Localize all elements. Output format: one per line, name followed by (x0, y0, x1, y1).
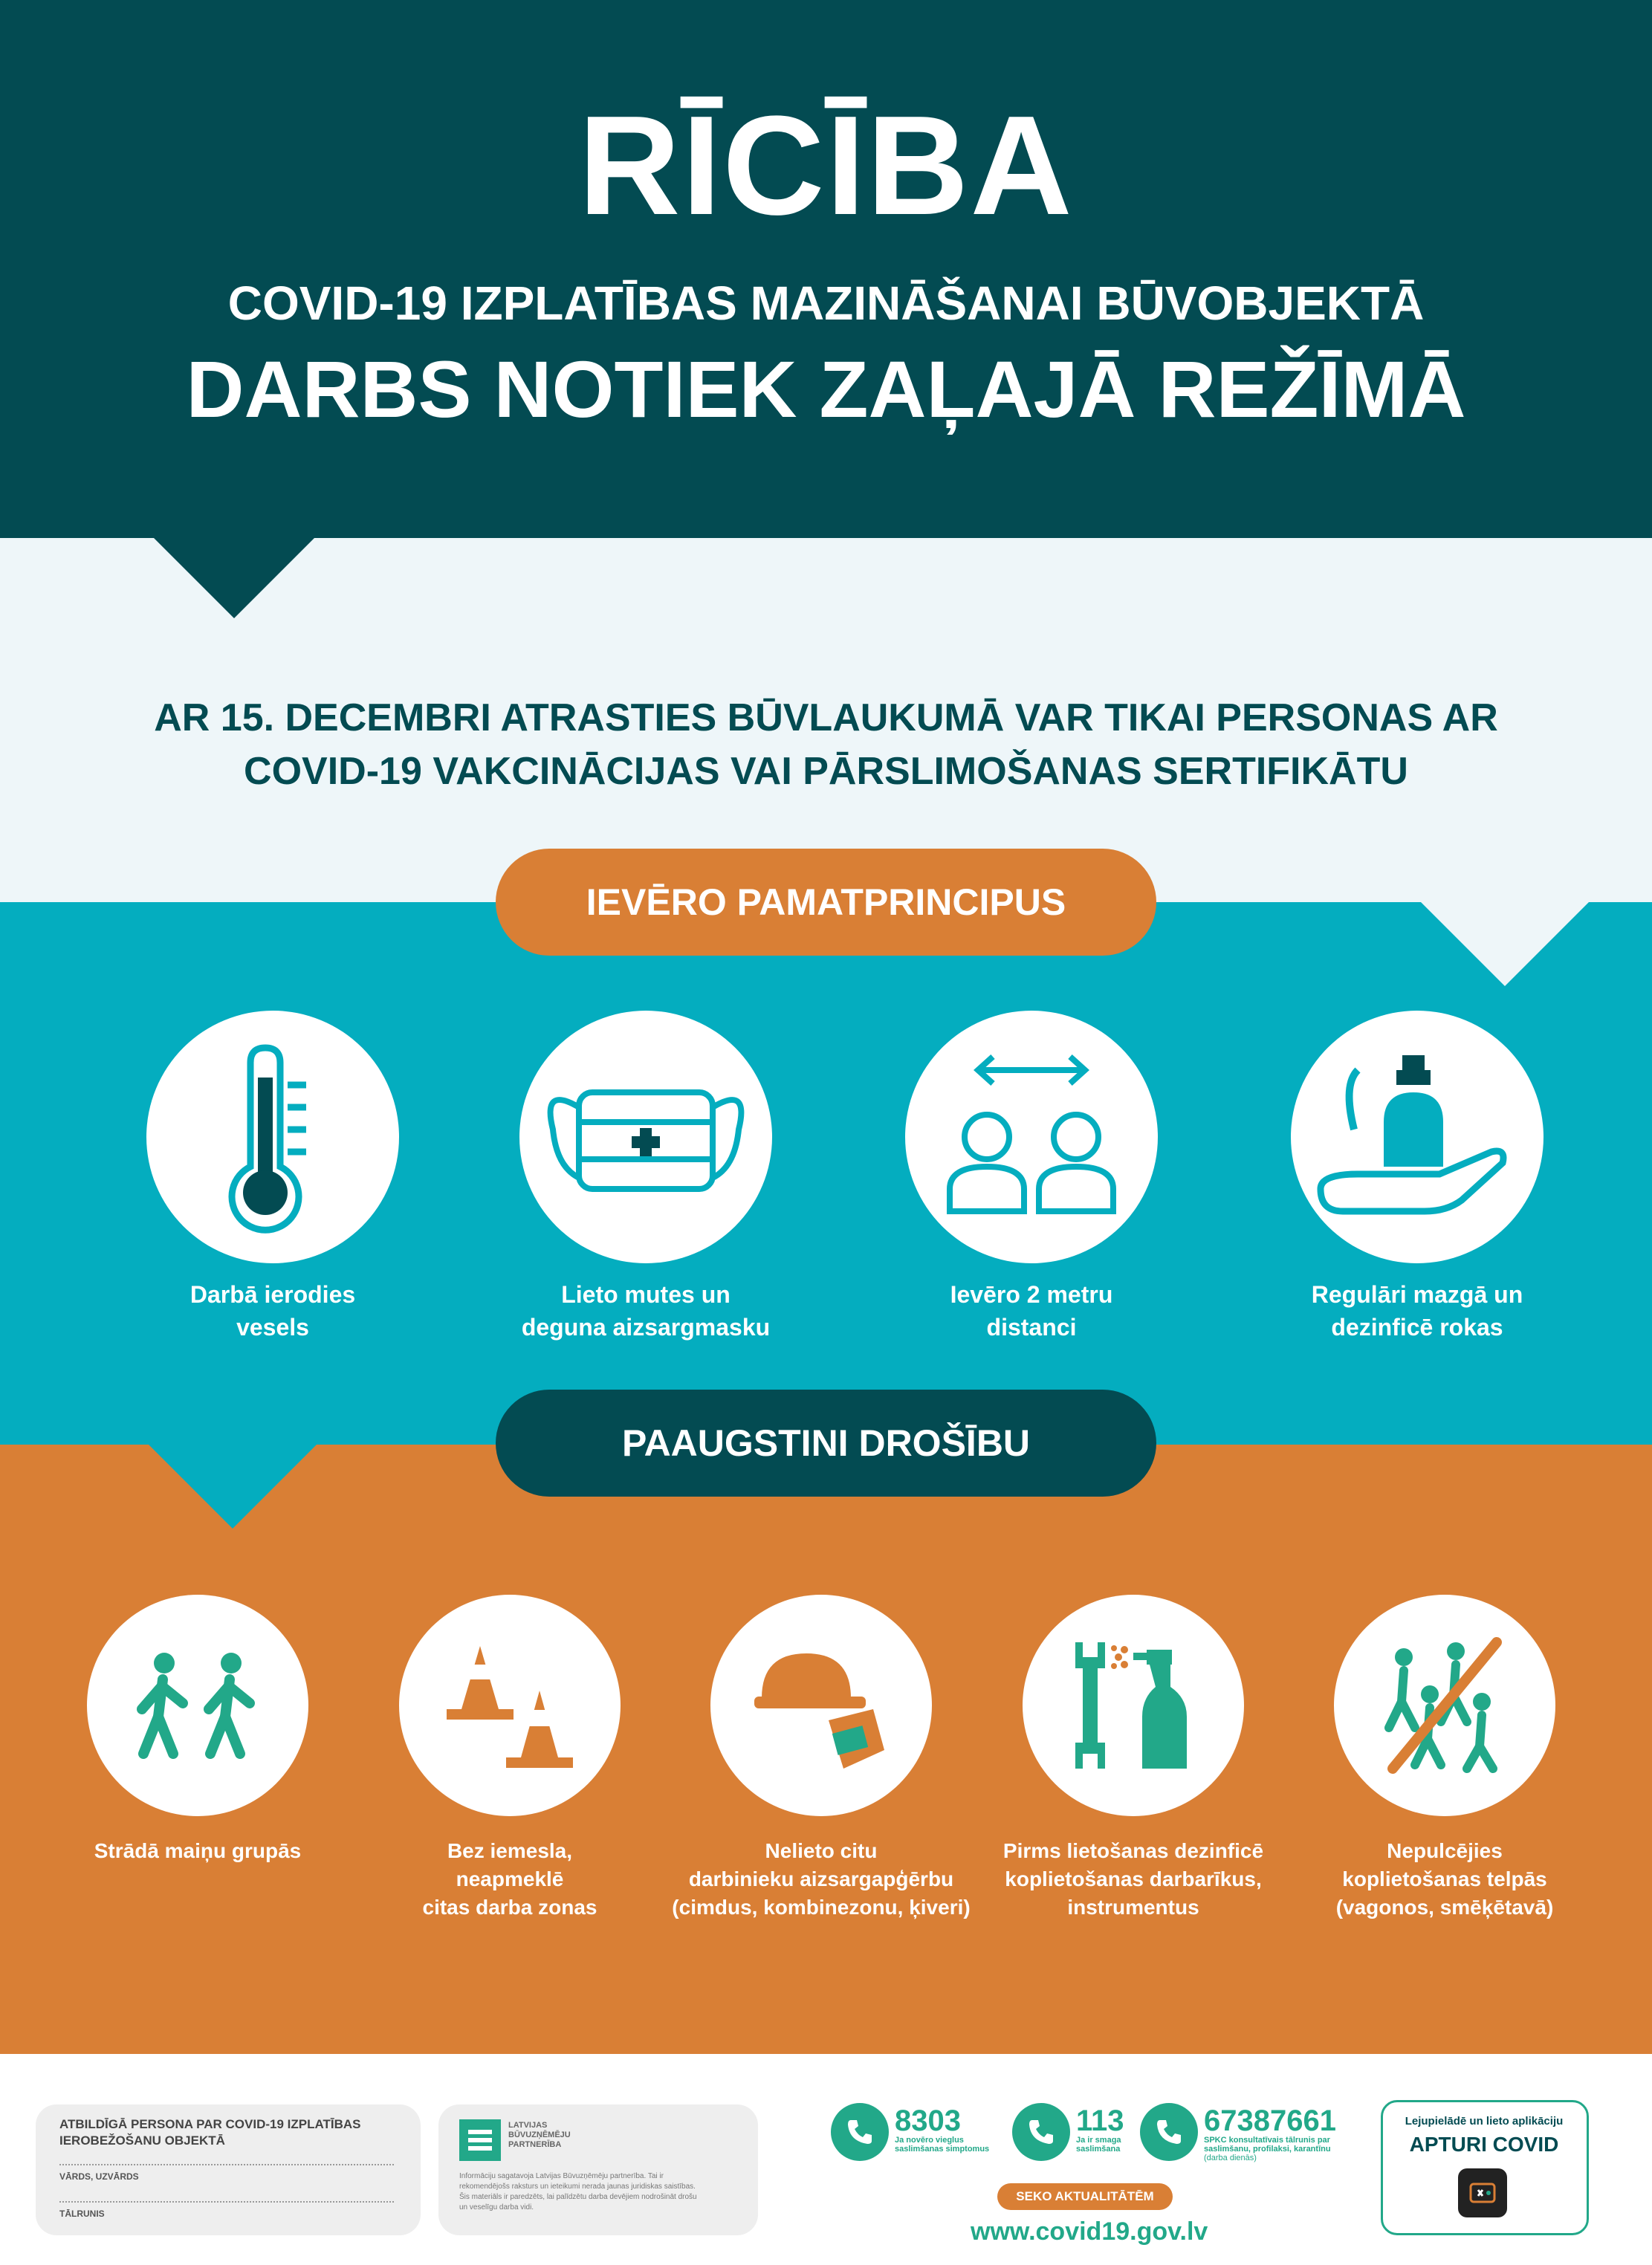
caption-line: Bez iemesla, (447, 1839, 573, 1862)
app-name: APTURI COVID (1409, 2133, 1559, 2156)
safety-circle-gathering (1334, 1595, 1555, 1816)
caption-line: koplietošanas darbarīkus, (1005, 1867, 1262, 1890)
caption-line: Regulāri mazgā un (1311, 1281, 1523, 1308)
phone-spkc-icon[interactable] (1140, 2103, 1198, 2161)
header-pointer (152, 537, 316, 620)
follow-updates-badge: SEKO AKTUALITĀTĒM (997, 2183, 1173, 2210)
phone-number: 113 (1076, 2104, 1124, 2137)
helmet-gloves-icon (747, 1631, 895, 1780)
safety-circle-shifts (87, 1595, 308, 1816)
phone-desc: saslimšanas simptomus (895, 2145, 990, 2154)
caption-line: koplietošanas telpās (1342, 1867, 1547, 1890)
caption-zones (354, 1837, 666, 1922)
caption-line: darbinieku aizsargapģērbu (688, 1867, 954, 1890)
info-line: Šis materiāls ir paredzēts, lai palīdzētu darba devējiem nodrošināt drošu (459, 2193, 697, 2201)
caption-line: deguna aizsargmasku (521, 1314, 771, 1341)
notice-line-1: AR 15. DECEMBRI ATRASTIES BŪVLAUKUMĀ VAR TIKAI PERSONAS AR (154, 696, 1498, 739)
caption-line: Lieto mutes un (561, 1281, 731, 1308)
tools-spray-icon (1059, 1635, 1208, 1776)
page-subtitle: COVID-19 IZPLATĪBAS MAZINĀŠANAI BŪVOBJEKTĀ (227, 276, 1425, 330)
caption-line: distanci (986, 1314, 1077, 1341)
caption-line: Strādā maiņu grupās (94, 1839, 302, 1862)
hand-sanitizer-icon (1313, 1040, 1521, 1234)
distance-icon (935, 1048, 1128, 1226)
caption-line: (cimdus, kombinezonu, ķiveri) (672, 1896, 971, 1919)
green-mode-heading: DARBS NOTIEK ZAĻAJĀ REŽĪMĀ (186, 344, 1466, 434)
caption-line: neapmeklē (456, 1867, 564, 1890)
traffic-cones-icon (439, 1639, 580, 1772)
title-line: ATBILDĪGĀ PERSONA PAR COVID-19 IZPLATĪBAS (59, 2117, 361, 2131)
phone-desc: Ja ir smaga (1076, 2136, 1121, 2145)
page-title: RĪCĪBA (578, 87, 1074, 244)
safety-heading: PAAUGSTINI DROŠĪBU (496, 1390, 1156, 1497)
name-line[interactable] (59, 2164, 394, 2165)
caption-mask (512, 1278, 780, 1344)
caption-line: Nepulcējies (1387, 1839, 1503, 1862)
phone-desc: Ja novēro vieglus (895, 2136, 964, 2145)
principles-heading: IEVĒRO PAMATPRINCIPUS (496, 849, 1156, 956)
logo-line: PARTNERĪBA (508, 2140, 562, 2149)
caption-line: Pirms lietošanas dezinficē (1002, 1839, 1264, 1862)
principle-circle-hands (1291, 1011, 1544, 1263)
caption-tools (977, 1837, 1289, 1922)
caption-shifts (42, 1837, 354, 1865)
principle-circle-health (146, 1011, 399, 1263)
caption-line: Nelieto citu (765, 1839, 878, 1862)
caption-line: Darbā ierodies (190, 1281, 356, 1308)
caption-line: dezinficē rokas (1331, 1314, 1503, 1341)
caption-ppe (665, 1837, 977, 1922)
phone-label: TĀLRUNIS (59, 2209, 105, 2219)
phone-113[interactable] (1076, 2106, 1124, 2154)
teal-notch (1419, 901, 1590, 988)
caption-gathering (1289, 1837, 1601, 1922)
safety-circle-zones (399, 1595, 621, 1816)
no-crowd-icon (1370, 1635, 1519, 1776)
info-line: Informāciju sagatavoja Latvijas Būvuzņēmēju partnerība. Tai ir (459, 2172, 664, 2180)
phone-desc: (darba dienās) (1204, 2154, 1257, 2162)
caption-line: citas darba zonas (422, 1896, 597, 1919)
caption-line: Ievēro 2 metru (950, 1281, 1113, 1308)
phone-113-icon[interactable] (1012, 2103, 1070, 2161)
caption-distance (898, 1278, 1165, 1344)
responsible-person-title (59, 2116, 401, 2149)
caption-hands (1283, 1278, 1551, 1344)
phone-number: 67387661 (1204, 2104, 1336, 2137)
safety-circle-tools (1023, 1595, 1244, 1816)
logo-line: BŪVUZŅĒMĒJU (508, 2130, 571, 2139)
phone-desc: saslimšana (1076, 2145, 1121, 2154)
app-download-text: Lejupielādē un lieto aplikāciju (1405, 2115, 1564, 2128)
partner-logo-icon (459, 2119, 501, 2161)
face-mask-icon (534, 1055, 757, 1219)
certificate-notice (74, 691, 1578, 798)
title-line: IEROBEŽOŠANU OBJEKTĀ (59, 2133, 225, 2148)
caption-health (139, 1278, 406, 1344)
caption-line: instrumentus (1067, 1896, 1199, 1919)
app-logo-icon[interactable] (1458, 2168, 1507, 2217)
phone-8303-icon[interactable] (831, 2103, 889, 2161)
info-line: rekomendējošs raksturs un ieteikumi nerada jaunas juridiskas saistības. (459, 2183, 696, 2191)
notice-line-2: COVID-19 VAKCINĀCIJAS VAI PĀRSLIMOŠANAS SERTIFIKĀTU (244, 750, 1408, 793)
partner-logo-text (508, 2121, 571, 2150)
phone-desc: SPKC konsultatīvais tālrunis par (1204, 2136, 1330, 2145)
logo-line: LATVIJAS (508, 2121, 548, 2130)
phone-8303[interactable] (895, 2106, 989, 2154)
phone-spkc[interactable] (1204, 2106, 1336, 2162)
header-banner (0, 0, 1652, 538)
principle-circle-mask (519, 1011, 772, 1263)
website-link[interactable]: www.covid19.gov.lv (971, 2217, 1208, 2246)
caption-line: (vagonos, smēķētavā) (1335, 1896, 1554, 1919)
caption-line: vesels (236, 1314, 309, 1341)
phone-number: 8303 (895, 2104, 961, 2137)
walking-pair-icon (127, 1650, 268, 1761)
principle-circle-distance (905, 1011, 1158, 1263)
info-line: un veselīgu darba vidi. (459, 2203, 534, 2211)
thermometer-icon (184, 1040, 362, 1234)
phone-line[interactable] (59, 2201, 394, 2203)
orange-pointer (147, 1443, 318, 1531)
safety-circle-ppe (710, 1595, 932, 1816)
phone-desc: saslimšanu, profilaksi, karantīnu (1204, 2145, 1331, 2154)
partner-info (459, 2171, 753, 2213)
name-label: VĀRDS, UZVĀRDS (59, 2171, 139, 2182)
